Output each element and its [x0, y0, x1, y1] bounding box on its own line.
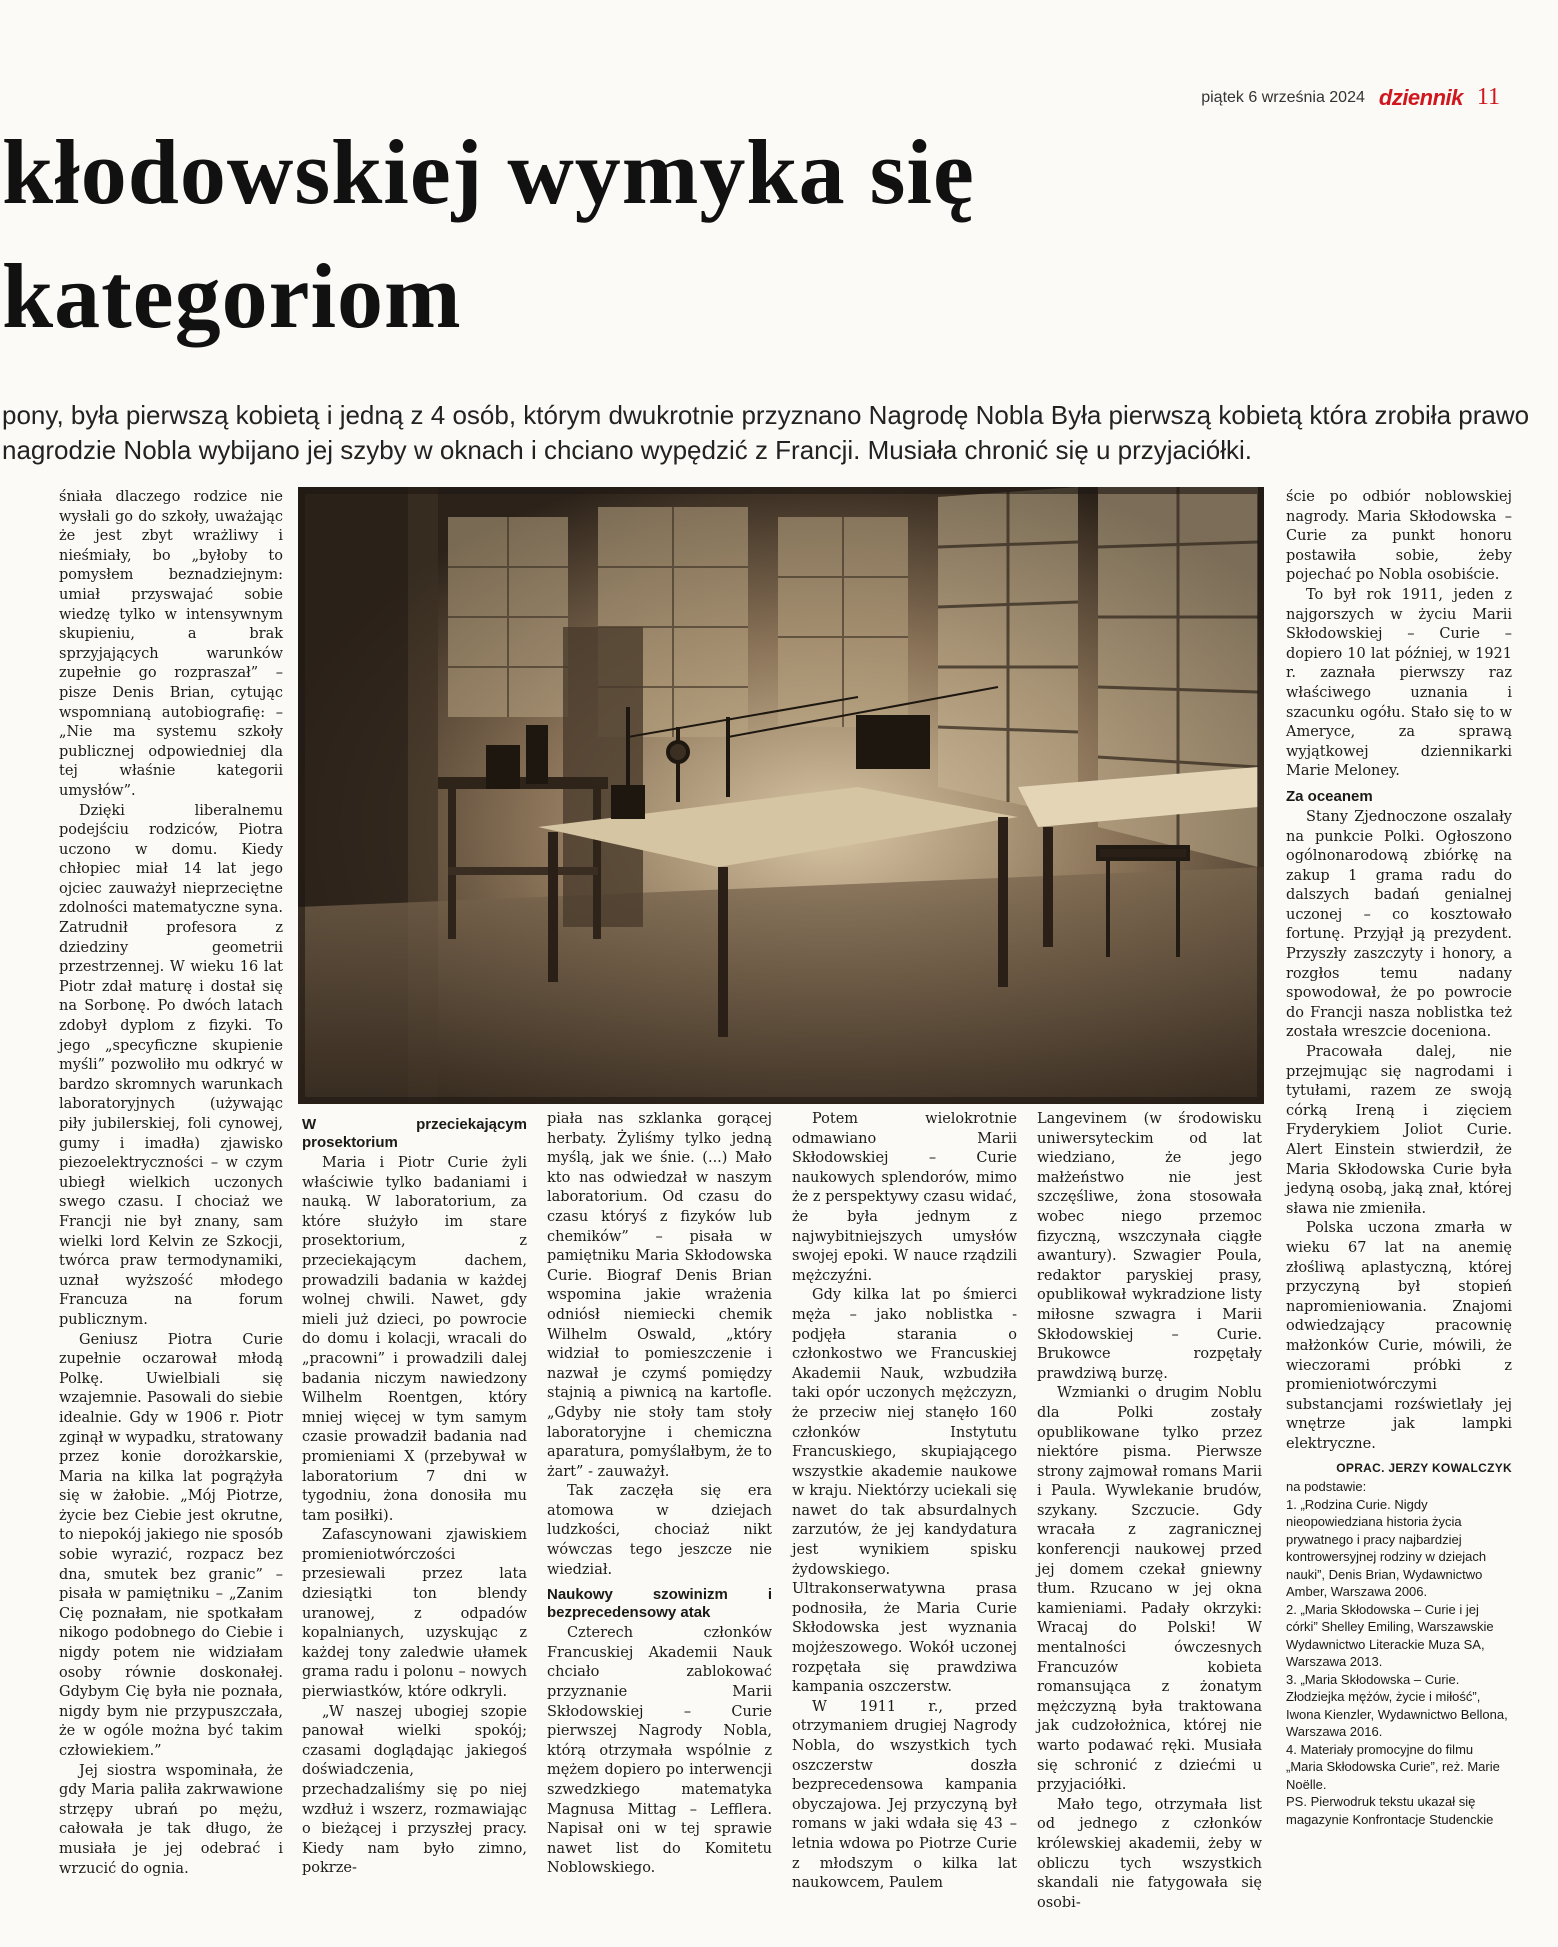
article-column-6 — [1286, 488, 1512, 1828]
source-item: 3. „Maria Skłodowska – Curie. Złodziejka mężów, życie i miłość”, Iwona Kienzler, Wydawnictwo Bellona, Warszawa 2016. — [1286, 1671, 1508, 1740]
article-column-2 — [302, 1110, 527, 1879]
page-number: 11 — [1476, 84, 1500, 110]
article-column-4 — [792, 1110, 1017, 1894]
paragraph: Tak zaczęła się era atomowa w dziejach ludzkości, chociaż nikt wówczas tego jeszcze nie wiedział. — [547, 1483, 772, 1578]
paragraph: Potem wielokrotnie odmawiano Marii Skłodowskiej – Curie naukowych splendorów, mimo że z perspektywy czasu widać, że była jednym z najwybitniejszych umysłów swojej epoki. W nauce rządzili mężczyźni. — [792, 1111, 1017, 1284]
article-column-1 — [59, 488, 283, 1879]
section-heading: Za oceanem — [1286, 787, 1373, 805]
sources-intro: na podstawie: — [1286, 1479, 1367, 1495]
article-headline — [2, 110, 1502, 358]
lead-line-1: pony, była pierwszą kobietą i jedną z 4 osób, którym dwukrotnie przyznano Nagrodę Nobla Była pierwszą kobietą która zrobiła prawo — [2, 400, 1530, 430]
paragraph: Gdy kilka lat po śmierci męża – jako noblistka - podjęła starania o członkostwo we Francuskiej Akademii Nauk, wzbudziła taki opór uczonych mężczyzn, że przeciw niej stanęło 160 członków Instytutu Francuskiego, skupiającego wszystkie akademie naukowe w kraju. Niektórzy uciekali się nawet do tak absurdalnych zarzutów, że jej kandydatura jest wynikiem spisku żydowskiego. Ultrakonserwatywna prasa podnosiła, że Maria Curie Skłodowska jest wyznania mojżeszowego. Wokół uczonej rozpętała się prawdziwa kampania oszczerstw. — [792, 1287, 1017, 1696]
paragraph: Maria i Piotr Curie żyli właściwie tylko badaniami i nauką. W laboratorium, za które służyło im stare prosektorium, z przeciekającym dachem, prowadzili badania w każdej wolnej chwili. Nawet, gdy mieli już dzieci, po powrocie do domu i kolacji, wracali do „pracowni” i prowadzili dalej badania niczym nawiedzony Wilhelm Roentgen, który mniej więcej w tym samym czasie prowadził badania nad promieniami X (przebywał w laboratorium 7 dni w tygodniu, żona donosiła mu tam posiłki). — [302, 1155, 527, 1524]
article-lead — [2, 398, 1542, 468]
newspaper-logo: dziennik — [1378, 84, 1463, 110]
section-heading: W przeciekającym prosektorium — [302, 1116, 527, 1151]
paragraph: Czterech członków Francuskiej Akademii Nauk chciało zablokować przyznanie Marii Skłodowskiej – Curie pierwszej Nagrody Nobla, którą otrzymała wspólnie z mężem dopiero po interwencji szwedzkiego matematyka Magnusa Mittag – Lefflera. Napisał oni w tej sprawie nawet list do Komitetu Noblowskiego. — [547, 1625, 772, 1877]
headline-line-2: kategoriom — [2, 245, 462, 347]
paragraph: Mało tego, otrzymała list od jednego z członków królewskiej akademii, żeby w obliczu tych wszystkich skandali nie fatygowała się osobi- — [1037, 1796, 1262, 1911]
paragraph: Polska uczona zmarła w wieku 67 lat na anemię złośliwą aplastyczną, której przyczyną był stopień napromieniowania. Znajomi odwiedzający pracownię małżonków Curie, mówili, że wieczorami próbki z promieniotwórczymi substancjami rozświetlały jej wnętrze jak lampki elektryczne. — [1286, 1220, 1512, 1452]
paragraph: Zafascynowani zjawiskiem promieniotwórczości przesiewali przez lata dziesiątki ton blendy uranowej, z odpadów kopalnianych, uzyskując z każdej tony zaledwie ułamek grama radu i polonu – nowych pierwiastków, które odkryli. — [302, 1527, 527, 1701]
paragraph: W 1911 r., przed otrzymaniem drugiej Nagrody Nobla, do wszystkich tych oszczerstw doszła bezprecedensowa kampania obyczajowa. Jej przyczyną był romans w jaki wdała się 43 – letnia wdowa po Piotrze Curie z młodszym o kilka lat naukowcem, Paulem — [792, 1698, 1017, 1892]
paragraph: Langevinem (w środowisku uniwersyteckim od lat wiedziano, że jego małżeństwo nie jest szczęśliwe, żona stosowała wobec niego przemoc fizyczną, wszczynała ciągłe awantury). Szwagier Poula, redaktor paryskiej prasy, opublikował wykradzione listy miłosne szwagra i Marii Skłodowskiej – Curie. Brukowce rozpętały prawdziwą burzę. — [1037, 1111, 1262, 1382]
paragraph: piała nas szklanka gorącej herbaty. Żyliśmy tylko jedną myślą, jak we śnie. (...) Mało kto nas odwiedzał w naszym laboratorium. Od czasu do czasu któryś z fizyków lub chemików” – pisała w pamiętniku Maria Skłodowska Curie. Biograf Denis Brian wspomina jakie wrażenia odniósł niemiecki chemik Wilhelm Oswald, „który widział to pomieszczenie i nazwał je czymś pomiędzy stajnią a piwnicą na kartofle. „Gdyby nie stoły tam stoły laboratoryjne i chemiczna aparatura, pomyślałbym, że to żart” - zauważył. — [547, 1111, 772, 1480]
paragraph: Dzięki liberalnemu podejściu rodziców, Piotra uczono w domu. Kiedy chłopiec miał 14 lat jego ojciec zauważył nieprzeciętne zdolności matematyczne syna. Zatrudnił profesora z dziedziny geometrii przestrzennej. W wieku 16 lat Piotr zdał maturę i dostał się na Sorbonę. Po dwóch latach zdobył dyplom z fizyki. To jego „specyficzne skupienie myśli” pozwoliło mu odkryć w bardzo skromnych warunkach laboratoryjnych (używając piły jubilerskiej, foli cynowej, gumy i imadła) zjawisko piezoelektryczności – w czym ubiegł wielkich uczonych swego czasu. I chociaż we Francji nie był znany, sam wielki lord Kelvin ze Szkocji, twórca praw termodynamiki, uznał wyższość młodego Francuza na forum publicznym. — [59, 802, 283, 1328]
paragraph: Pracowała dalej, nie przejmując się nagrodami i tytułami, razem ze swoją córką Ireną i zięciem Fryderykiem Joliot Curie. Alert Einstein stwierdził, że Maria Skłodowska Curie była jedyną osobą, jaką znał, której sława nie zmieniła. — [1286, 1044, 1512, 1217]
paragraph: Wzmianki o drugim Noblu dla Polki zostały opublikowane tylko przez niektóre pisma. Pierwsze strony zajmował romans Marii i Paula. Wywlekanie brudów, szykany. Szczucie. Gdy wracała z zagranicznej konferencji naukowej przed jej domem czekał gniewny tłum. Rzucano w jej okna kamieniami. Padały okrzyki: Wracaj do Polski! W mentalności ówczesnych Francuzów kobieta romansująca z żonatym mężczyzną była traktowana jak cudzołożnica, której nie warto podawać ręki. Musiała się schronić z dziećmi u przyjaciółki. — [1037, 1385, 1262, 1794]
author-byline: OPRAC. JERZY KOWALCZYK — [1336, 1460, 1512, 1475]
source-item: 1. „Rodzina Curie. Nigdy nieopowiedziana historia życia prywatnego i pracy najbardziej kontrowersyjnej rodziny w dziejach nauki”, Denis Brian, Wydawnictwo Amber, Warszawa 2006. — [1286, 1496, 1487, 1600]
lead-line-2: nagrodzie Nobla wybijano jej szyby w oknach i chciano wypędzić z Francji. Musiała chronić się u przyjaciółki. — [2, 435, 1252, 465]
paragraph: Stany Zjednoczone oszalały na punkcie Polki. Ogłoszono ogólnonarodową zbiórkę na zakup 1 grama radu do dalszych badań genialnej uczonej – co kosztowało fortunę. Przyjął ją prezydent. Przyszły zaszczyty i honory, a rozgłos temu nadany spowodował, że po powrocie do Francji nasza noblistka też została wreszcie doceniona. — [1286, 808, 1512, 1041]
source-item: 4. Materiały promocyjne do filmu „Maria Skłodowska Curie”, reż. Marie Noëlle. — [1286, 1741, 1500, 1792]
issue-date: piątek 6 września 2024 — [1201, 88, 1365, 106]
headline-line-1: kłodowskiej wymyka się — [2, 121, 975, 223]
paragraph: Jej siostra wspominała, że gdy Maria paliła zakrwawione strzępy ubrań po mężu, całowała je tak długo, że musiała je jej odebrać i wrzucić do ognia. — [59, 1762, 283, 1877]
section-heading: Naukowy szowinizm i bezprecedensowy atak — [547, 1586, 772, 1622]
laboratory-photo-illustration — [298, 487, 1264, 1104]
laboratory-photo — [298, 487, 1264, 1104]
paragraph: To był rok 1911, jeden z najgorszych w życiu Marii Skłodowskiej – Curie – dopiero 10 lat później, w 1921 r. zaznała pierwszy raz właściwego uznania i szacunku ogółu. Stało się to w Ameryce, za sprawą wyjątkowej dziennikarki Marie Meloney. — [1286, 586, 1512, 780]
paragraph: Geniusz Piotra Curie zupełnie oczarował młodą Polkę. Uwielbiali się wzajemnie. Pasowali do siebie idealnie. Gdy w 1906 r. Piotr zginął w wypadku, stratowany przez konie dorożkarskie, Maria na kilka lat pogrążyła się w żałobie. „Mój Piotrze, życie bez Ciebie jest okrutne, to niepokój jakiego nie sposób sobie wyrazić, rozpacz bez dna, smutek bez granic” – pisała w pamiętniku – „Zanim Cię poznałam, nie spotkałam nikogo podobnego do Ciebie i nigdy potem nie widziałam osoby równie doskonałej. Gdybym Cię była nie poznała, nigdy bym nie przypuszczała, że w ogóle można być takim człowiekiem.” — [59, 1331, 283, 1759]
postscript: PS. Pierwodruk tekstu ukazał się magazynie Konfrontacje Studenckie — [1286, 1794, 1494, 1827]
paragraph: śniała dlaczego rodzice nie wysłali go do szkoły, uważając że jest zbyt wrażliwy i nieśmiały, bo „byłoby to pomysłem beznadziejnym: umiał przyswajać sobie wiedzę tylko w intensywnym skupieniu, a brak sprzyjających warunków zupełnie go rozpraszał” – pisze Denis Brian, cytując wspomnianą autobiografię: – „Nie ma systemu szkoły publicznej odpowiedniej dla tej właśnie kategorii umysłów”. — [59, 489, 283, 799]
source-item: 2. „Maria Skłodowska – Curie i jej córki” Shelley Emiling, Warszawskie Wydawnictwo Literackie Muza SA, Warszawa 2013. — [1286, 1601, 1494, 1670]
sources-list — [1286, 1478, 1512, 1828]
paragraph: ście po odbiór noblowskiej nagrody. Maria Skłodowska – Curie za punkt honoru postawiła sobie, żeby pojechać po Nobla osobiście. — [1286, 489, 1512, 584]
paragraph: „W naszej ubogiej szopie panował wielki spokój; czasami doglądając jakiegoś doświadczenia, przechadzaliśmy się po niej wzdłuż i wszerz, rozmawiając o bieżącej i przyszłej pracy. Kiedy nam było zimno, pokrze- — [302, 1703, 527, 1877]
article-column-5 — [1037, 1110, 1262, 1913]
article-column-3 — [547, 1110, 772, 1879]
page-header — [1201, 84, 1500, 111]
